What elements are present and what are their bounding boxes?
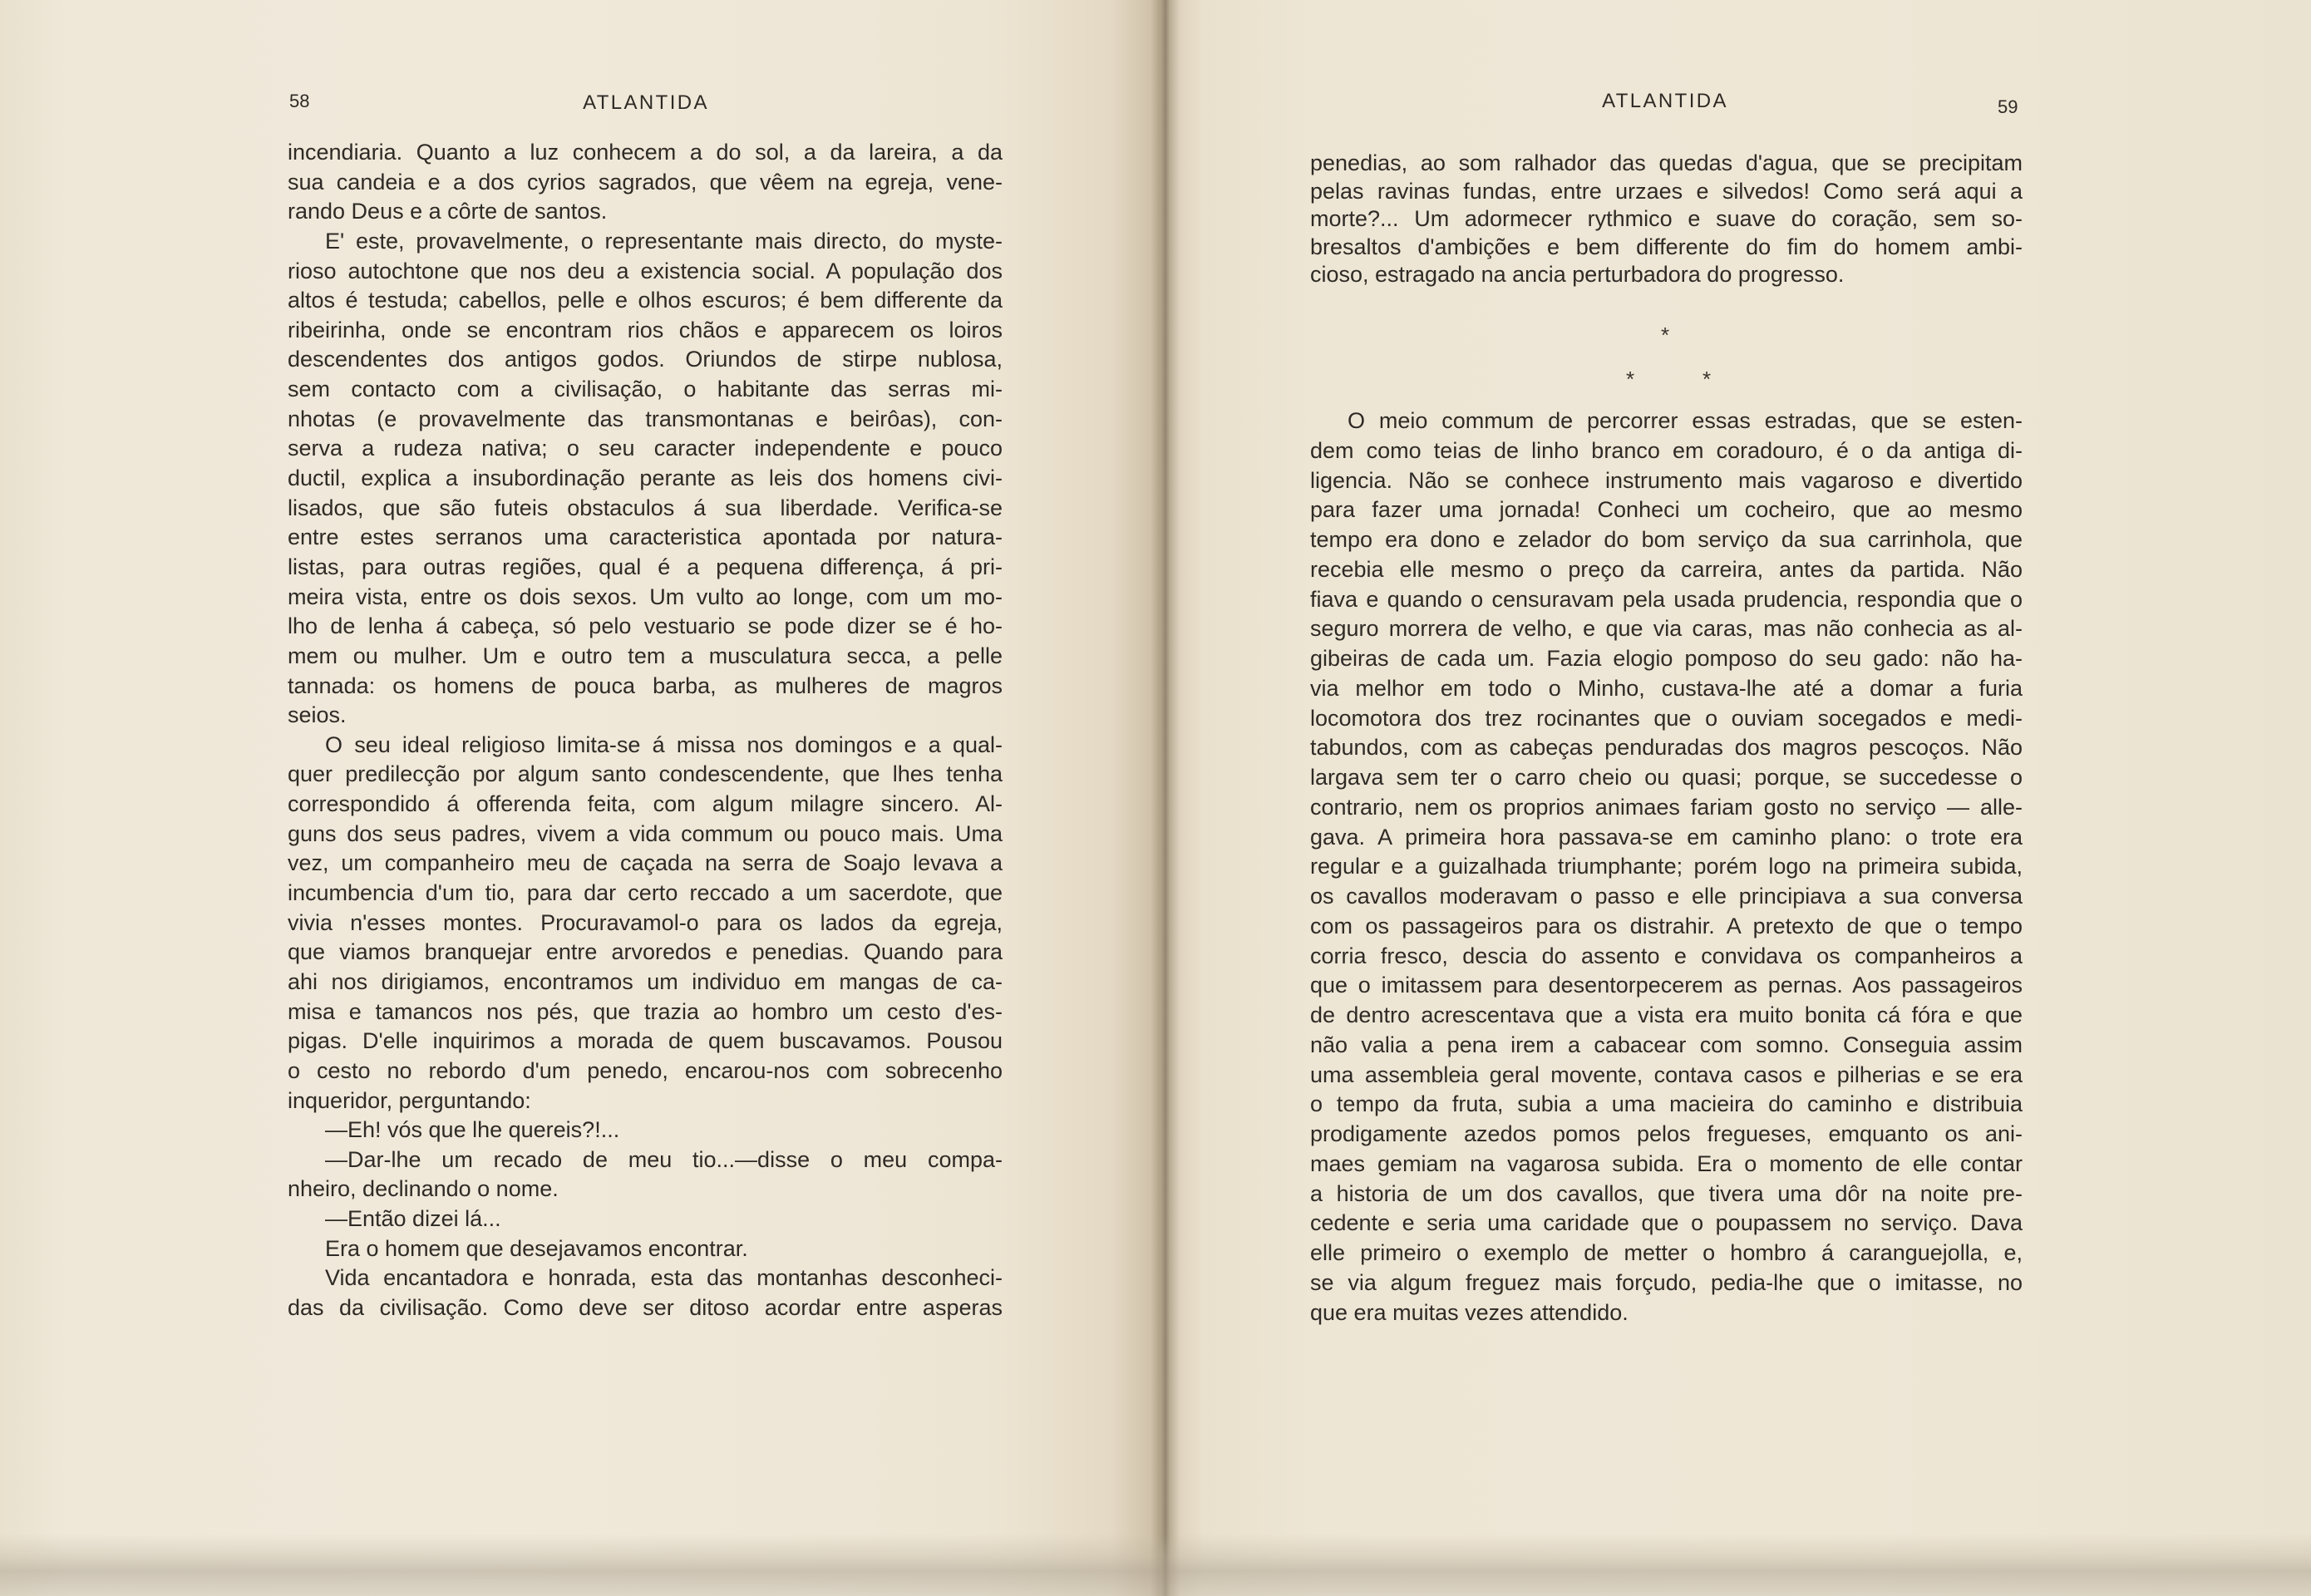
- dialogue-line: —Então dizei lá...: [325, 1206, 501, 1232]
- right-page-text-top: [1310, 150, 2023, 289]
- text-line: morte?... Um adormecer rythmico e suave do coração, sem so-: [1310, 206, 2023, 231]
- running-head-left: ATLANTIDA: [583, 91, 709, 114]
- text-line: cioso, estragado na ancia perturbadora do progresso.: [1310, 262, 1845, 287]
- text-line: incumbencia d'um tio, para dar certo reccado a um sacerdote, que: [288, 880, 1003, 906]
- text-line: para fazer uma jornada! Conheci um cocheiro, que ao mesmo: [1310, 497, 2023, 523]
- text-line: listas, para outras regiões, qual é a pequena differença, á pri-: [288, 554, 1003, 579]
- text-line: Era o homem que desejavamos encontrar.: [325, 1235, 748, 1261]
- text-line: ribeirinha, onde se encontram rios chãos e apparecem os loiros: [288, 317, 1003, 342]
- text-line: ductil, explica a insubordinação perante as leis dos homens civi-: [288, 466, 1003, 491]
- text-line: guns dos seus padres, vivem a vida commum ou pouco mais. Uma: [288, 820, 1003, 846]
- asterism-bottom-right: *: [1702, 367, 1712, 392]
- text-line: seguro morrera de velho, e que via caras, mas não conhecia as al-: [1310, 616, 2023, 642]
- text-line: via melhor em todo o Minho, custava-lhe até a domar a furia: [1310, 675, 2023, 701]
- asterism-bottom-left: *: [1625, 367, 1635, 392]
- text-line: que era muitas vezes attendido.: [1310, 1299, 1629, 1325]
- text-line: com os passageiros para os distrahir. A pretexto de que o tempo: [1310, 913, 2023, 938]
- text-line: bresaltos d'ambições e bem differente do fim do homem ambi-: [1310, 234, 2023, 259]
- text-line: uma assembleia geral movente, contava casos e pilherias e se era: [1310, 1062, 2023, 1087]
- text-line: gibeiras de cada um. Fazia elogio pomposo do seu gado: não ha-: [1310, 646, 2023, 671]
- text-line: vivia n'esses montes. Procuravamol-o para os lados da egreja,: [288, 909, 1003, 935]
- text-line: seios.: [288, 702, 347, 728]
- text-line: o tempo da fruta, subia a uma macieira do caminho e distribuia: [1310, 1091, 2023, 1117]
- text-line: serva a rudeza nativa; o seu caracter independente e pouco: [288, 436, 1003, 461]
- dialogue-line: —Eh! vós que lhe quereis?!...: [325, 1117, 620, 1143]
- text-line: tabundos, com as cabeças penduradas dos magros pescoços. Não: [1310, 735, 2023, 761]
- text-line: elle primeiro o exemplo de metter o hombro á caranguejolla, e,: [1310, 1240, 2023, 1265]
- dialogue-line: —Dar-lhe um recado de meu tio...—disse o meu compa-: [325, 1146, 1003, 1172]
- text-line: nhotas (e provavelmente das transmontanas e beirôas), con-: [288, 406, 1003, 431]
- text-line: a historia de um dos cavallos, que tivera uma dôr na noite pre-: [1310, 1180, 2023, 1206]
- text-line: tempo era dono e zelador do bom serviço da sua carrinhola, que: [1310, 527, 2023, 552]
- text-line: inqueridor, perguntando:: [288, 1087, 531, 1113]
- dialogue-line: nheiro, declinando o nome.: [288, 1176, 559, 1202]
- text-line: sem contacto com a civilisação, o habitante das serras mi-: [288, 377, 1003, 402]
- text-line: maes gemiam na vagarosa subida. Era o momento de elle contar: [1310, 1150, 2023, 1176]
- text-line: cedente e seria uma caridade que o poupassem no serviço. Dava: [1310, 1210, 2023, 1236]
- text-line: pelas ravinas fundas, entre urzaes e silvedos! Como será aqui a: [1310, 178, 2023, 204]
- text-line: misa e tamancos nos pés, que trazia ao hombro um cesto d'es-: [288, 998, 1003, 1024]
- text-line: se via algum freguez mais forçudo, pedia-lhe que o imitasse, no: [1310, 1269, 2023, 1295]
- running-head-right: ATLANTIDA: [1602, 90, 1728, 112]
- text-line: dem como teias de linho branco em coradouro, é o da antiga di-: [1310, 437, 2023, 463]
- text-line: Vida encantadora e honrada, esta das montanhas desconheci-: [325, 1265, 1003, 1291]
- text-line: que viamos branquejar entre arvoredos e penedias. Quando para: [288, 939, 1003, 965]
- text-line: rioso autochtone que nos deu a existencia social. A população dos: [288, 258, 1003, 283]
- text-line: O seu ideal religioso limita-se á missa nos domingos e a qual-: [325, 732, 1003, 757]
- text-line: contrario, nem os proprios animaes fariam gosto no serviço — alle-: [1310, 794, 2023, 820]
- text-line: sua candeia e a dos cyrios sagrados, que vêem na egreja, vene-: [288, 169, 1003, 195]
- text-line: descendentes dos antigos godos. Oriundos de stirpe nublosa,: [288, 347, 1003, 372]
- text-line: corria fresco, descia do assento e convidava os companheiros a: [1310, 943, 2023, 968]
- text-line: que o imitassem para desentorpecerem as pernas. Aos passageiros: [1310, 973, 2023, 998]
- text-line: ahi nos dirigiamos, encontramos um individuo em mangas de ca-: [288, 968, 1003, 994]
- text-line: altos é testuda; cabellos, pelle e olhos escuros; é bem differente da: [288, 288, 1003, 313]
- text-line: quer predilecção por algum santo condescendente, que lhes tenha: [288, 761, 1003, 787]
- text-line: mem ou mulher. Um e outro tem a musculatura secca, a pelle: [288, 643, 1003, 668]
- text-line: das da civilisação. Como deve ser ditoso acordar entre asperas: [288, 1294, 1003, 1320]
- text-line: de dentro acrescentava que a vista era muito bonita cá fóra e que: [1310, 1002, 2023, 1027]
- text-line: tannada: os homens de pouca barba, as mulheres de magros: [288, 672, 1003, 698]
- page-number-left: 58: [289, 91, 310, 111]
- text-line: lisados, que são futeis obstaculos á sua liberdade. Verifica-se: [288, 495, 1003, 520]
- page-number-right: 59: [1998, 96, 2018, 117]
- text-line: meira vista, entre os dois sexos. Um vulto ao longe, com um mo-: [288, 584, 1003, 609]
- text-line: O meio commum de percorrer essas estradas, que se esten-: [1348, 408, 2023, 433]
- left-page-text: [288, 138, 1003, 1323]
- text-line: rando Deus e a côrte de santos.: [288, 199, 608, 224]
- text-line: E' este, provavelmente, o representante mais directo, do myste-: [325, 228, 1003, 254]
- spine-gutter: [1151, 0, 1180, 1596]
- text-line: entre estes serranos uma caracteristica apontada por natura-: [288, 525, 1003, 550]
- text-line: prodigamente azedos pomos pelos fregueses, emquanto os ani-: [1310, 1121, 2023, 1146]
- text-line: lho de lenha á cabeça, só pelo vestuario se pode dizer se é ho-: [288, 613, 1003, 639]
- text-line: largava sem ter o carro cheio ou quasi; porque, se succedesse o: [1310, 765, 2023, 790]
- text-line: locomotora dos trez rocinantes que o ouviam socegados e medi-: [1310, 705, 2023, 731]
- text-line: incendiaria. Quanto a luz conhecem a do sol, a da lareira, a da: [288, 140, 1003, 165]
- page-bottom-edge: [0, 1534, 2311, 1596]
- text-line: vez, um companheiro meu de caçada na serra de Soajo levava a: [288, 850, 1003, 876]
- text-line: correspondido á offerenda feita, com algum milagre sincero. Al-: [288, 791, 1003, 817]
- text-line: gava. A primeira hora passava-se em caminho plano: o trote era: [1310, 824, 2023, 850]
- text-line: regular e a guizalhada triumphante; porém logo na primeira subida,: [1310, 854, 2023, 879]
- text-line: pigas. D'elle inquirimos a morada de quem buscavamos. Pousou: [288, 1028, 1003, 1054]
- text-line: não valia a pena irem a cabacear com somno. Conseguia assim: [1310, 1032, 2023, 1057]
- text-line: penedias, ao som ralhador das quedas d'agua, que se precipitam: [1310, 150, 2023, 175]
- text-line: ligencia. Não se conhece instrumento mais vagaroso e divertido: [1310, 467, 2023, 493]
- text-line: o cesto no rebordo d'um penedo, encarou-nos com sobrecenho: [288, 1057, 1003, 1083]
- asterism-top: *: [1660, 323, 1670, 347]
- text-line: recebia elle mesmo o preço da carreira, antes da partida. Não: [1310, 556, 2023, 582]
- right-page-text-main: [1310, 406, 2023, 1328]
- text-line: fiava e quando o censuravam pela usada prudencia, respondia que o: [1310, 586, 2023, 612]
- text-line: os cavallos moderavam o passo e elle principiava a sua conversa: [1310, 884, 2023, 909]
